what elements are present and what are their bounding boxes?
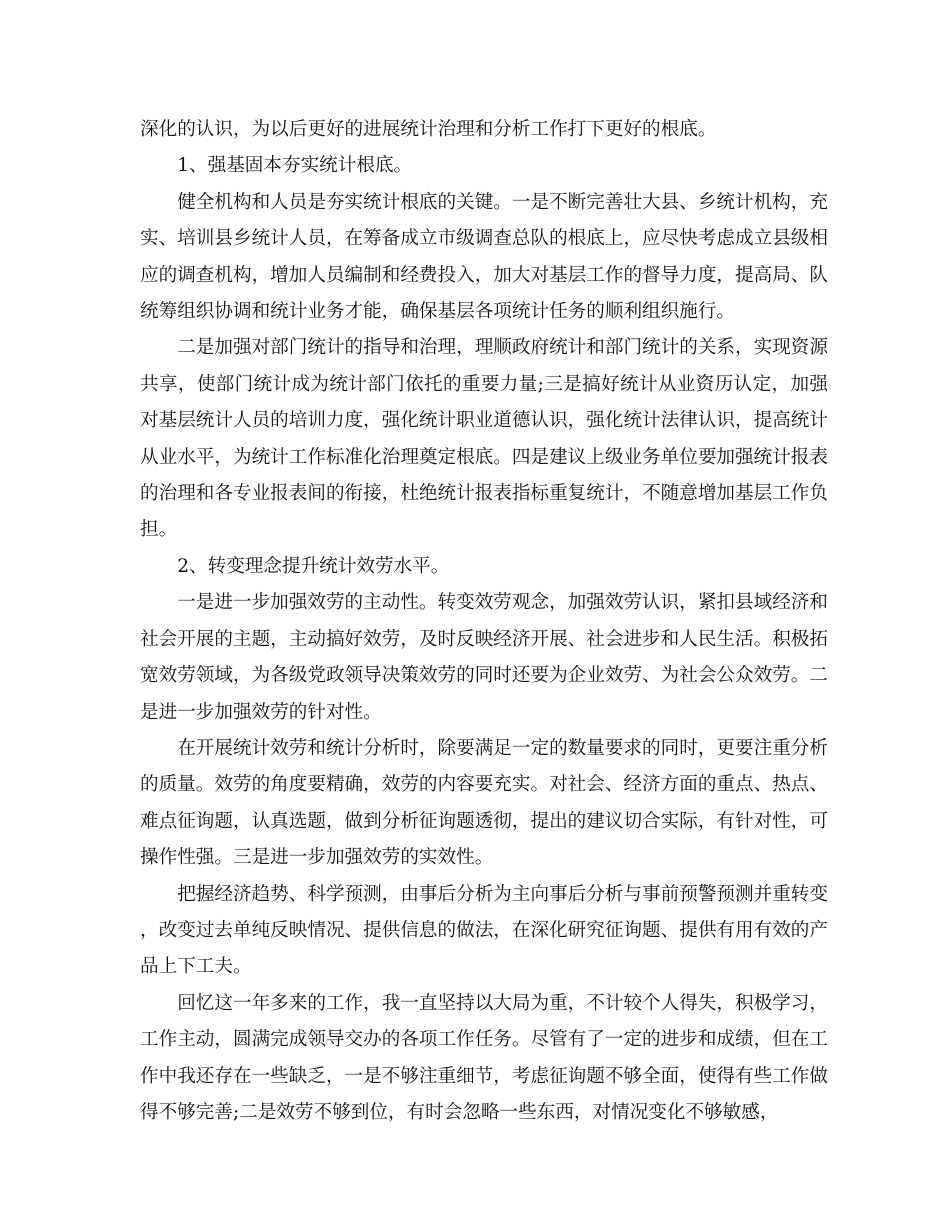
document-body (140, 112, 828, 1131)
paragraph-3: 二是加强对部门统计的指导和治理，理顺政府统计和部门统计的关系，实现资源共享，使部门统计成为统计部门依托的重要力量;三是搞好统计从业资历认定，加强对基层统计人员的培训力度，强化统计职业道德认识，强化统计法律认识，提高统计从业水平，为统计工作标准化治理奠定根底。四是建议上级业务单位要加强统计报表的治理和各专业报表间的衔接，杜绝统计报表指标重复统计，不随意增加基层工作负担。 (140, 337, 828, 541)
paragraph-5: 在开展统计效劳和统计分析时，除要满足一定的数量要求的同时，更要注重分析的质量。效劳的角度要精确，效劳的内容要充实。对社会、经济方面的重点、热点、难点征询题，认真选题，做到分析征询题透彻，提出的建议切合实际，有针对性，可操作性强。三是进一步加强效劳的实效性。 (140, 737, 828, 869)
heading-1: 1、强基固本夯实统计根底。 (177, 155, 413, 177)
paragraph-7: 回忆这一年多来的工作，我一直坚持以大局为重，不计较个人得失，积极学习，工作主动，圆满完成领导交办的各项工作任务。尽管有了一定的进步和成绩，但在工作中我还存在一些缺乏，一是不够注重细节，考虑征询题不够全面，使得有些工作做得不够完善;二是效劳不够到位，有时会忽略一些东西，对情况变化不够敏感， (140, 992, 828, 1123)
paragraph-1: 深化的认识，为以后更好的进展统计治理和分析工作打下更好的根底。 (140, 119, 717, 140)
paragraph-6: 把握经济趋势、科学预测，由事后分析为主向事后分析与事前预警预测并重转变，改变过去单纯反映情况、提供信息的做法，在深化研究征询题、提供有用有效的产品上下工夫。 (140, 883, 828, 978)
paragraph-4: 一是进一步加强效劳的主动性。转变效劳观念，加强效劳认识，紧扣县域经济和社会开展的主题，主动搞好效劳，及时反映经济开展、社会进步和人民生活。积极拓宽效劳领域，为各级党政领导决策效劳的同时还要为企业效劳、为社会公众效劳。二是进一步加强效劳的针对性。 (140, 592, 828, 723)
paragraph-2: 健全机构和人员是夯实统计根底的关键。一是不断完善壮大县、乡统计机构，充实、培训县乡统计人员，在筹备成立市级调查总队的根底上，应尽快考虑成立县级相应的调查机构，增加人员编制和经费投入，加大对基层工作的督导力度，提高局、队统筹组织协调和统计业务才能，确保基层各项统计任务的顺利组织施行。 (140, 191, 828, 323)
heading-2: 2、转变理念提升统计效劳水平。 (177, 555, 450, 577)
